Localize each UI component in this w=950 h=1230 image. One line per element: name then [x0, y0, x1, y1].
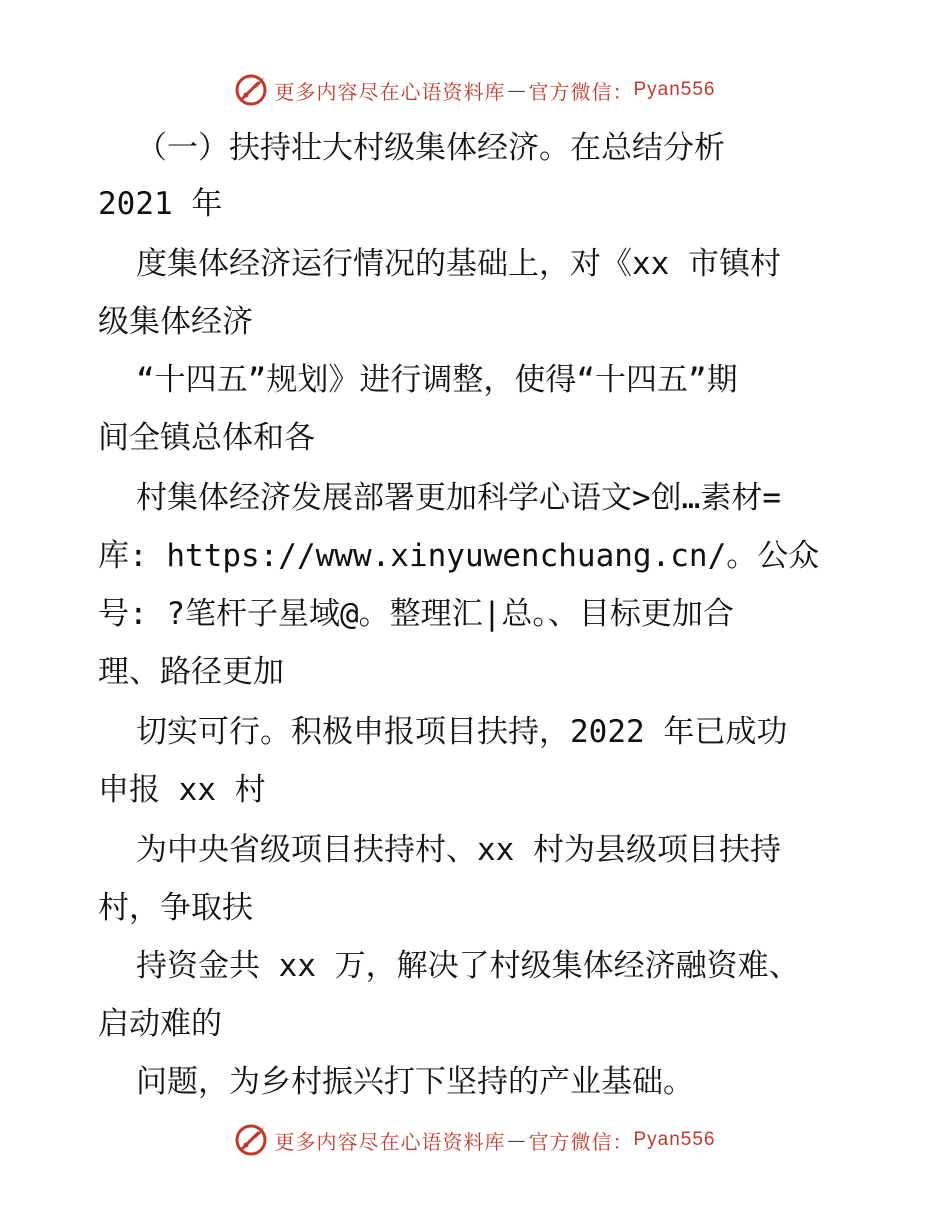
banner-text: 更多内容尽在心语资料库	[274, 1129, 506, 1154]
footer-banner	[0, 1120, 950, 1160]
header-banner	[0, 70, 950, 110]
body-line: 号: ?笔杆子星域@。整理汇|总。、目标更加合	[98, 596, 734, 632]
body-line: 级集体经济	[98, 304, 253, 340]
body-line: 持资金共 xx 万，解决了村级集体经济融资难、	[136, 948, 800, 984]
body-line: 度集体经济运行情况的基础上，对《xx 市镇村	[136, 246, 781, 282]
quill-logo-icon	[234, 73, 268, 107]
banner-separator: —	[507, 79, 527, 101]
body-line: （一）扶持壮大村级集体经济。在总结分析	[136, 130, 725, 166]
quill-logo-icon	[234, 1123, 268, 1157]
wechat-id: Pyan556	[633, 1129, 716, 1150]
body-line: 申报 xx 村	[98, 772, 266, 808]
body-line: 问题，为乡村振兴打下坚持的产业基础。	[136, 1064, 694, 1100]
body-line: 2021 年	[98, 186, 223, 222]
banner-separator: —	[507, 1129, 527, 1151]
body-line: “十四五”规划》进行调整，使得“十四五”期	[136, 362, 738, 398]
body-line: 切实可行。积极申报项目扶持，2022 年已成功	[136, 714, 788, 750]
wechat-label: 官方微信：	[528, 1129, 634, 1154]
body-line: 间全镇总体和各	[98, 420, 315, 456]
body-line: 村集体经济发展部署更加科学心语文>创…素材=	[136, 480, 781, 516]
body-line: 启动难的	[98, 1006, 222, 1042]
wechat-label: 官方微信：	[528, 79, 634, 104]
wechat-id: Pyan556	[633, 79, 716, 100]
banner-text: 更多内容尽在心语资料库	[274, 79, 506, 104]
body-line: 村，争取扶	[98, 890, 253, 926]
body-line: 库: https://www.xinyuwenchuang.cn/。公众	[98, 538, 820, 574]
body-line: 为中央省级项目扶持村、xx 村为县级项目扶持	[136, 832, 781, 868]
body-line: 理、路径更加	[98, 654, 284, 690]
